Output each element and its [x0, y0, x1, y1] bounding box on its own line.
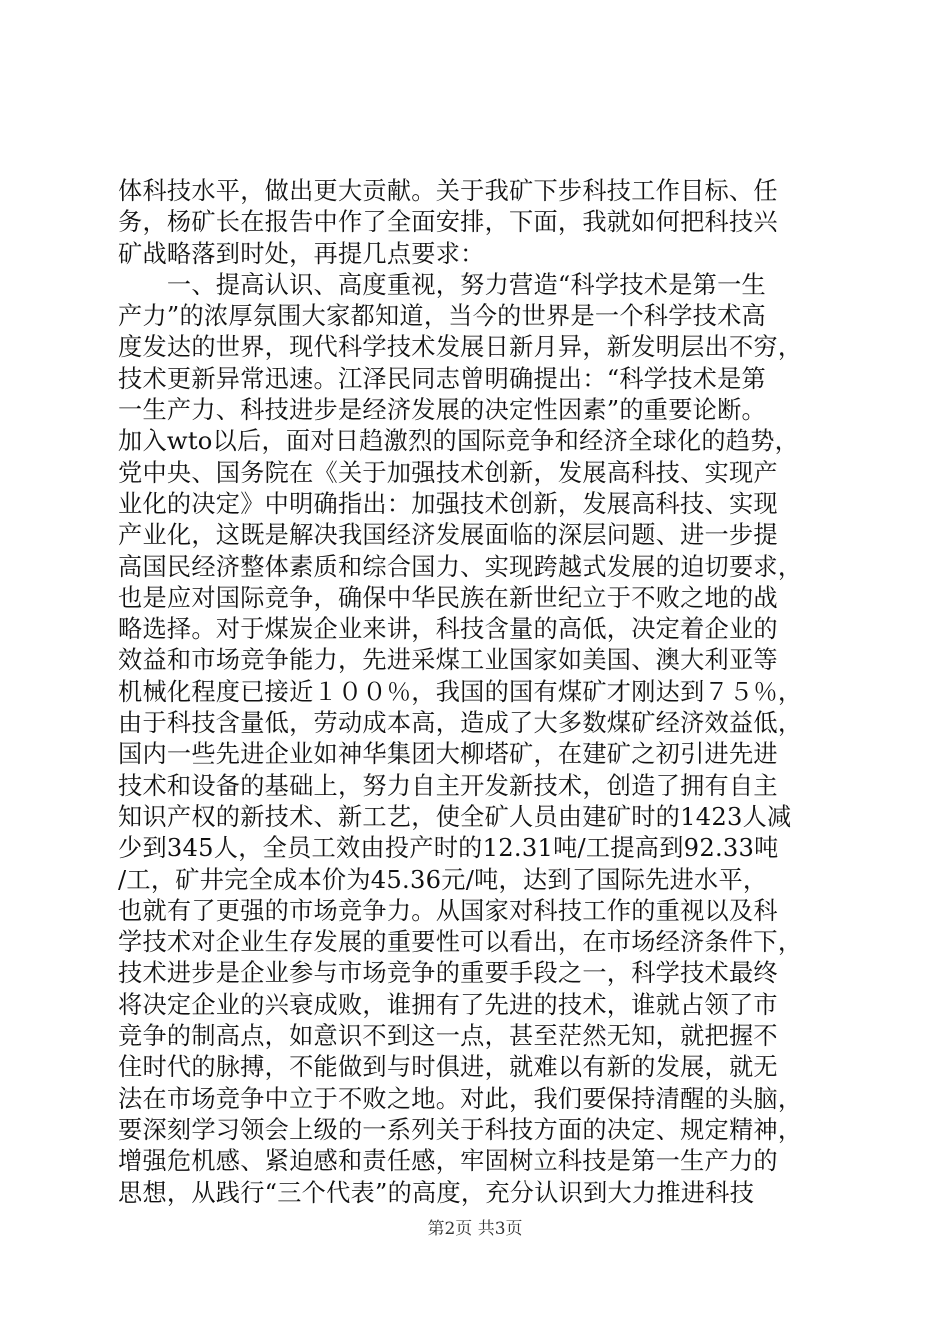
text-line: 高国民经济整体素质和综合国力、实现跨越式发展的迫切要求， — [118, 552, 803, 581]
text-line: 矿战略落到时处，再提几点要求： — [118, 239, 485, 268]
text-line: 体科技水平，做出更大贡献。关于我矿下步科技工作目标、任 — [118, 177, 778, 205]
text-line: 也是应对国际竞争，确保中华民族在新世纪立于不败之地的战 — [118, 583, 778, 612]
text-line: 竞争的制高点，如意识不到这一点，甚至茫然无知，就把握不 — [118, 1022, 778, 1051]
text-line: 产业化，这既是解决我国经济发展面临的深层问题、进一步提 — [118, 521, 778, 550]
text-line: 住时代的脉搏，不能做到与时俱进，就难以有新的发展，就无 — [118, 1053, 778, 1082]
body-text — [118, 176, 830, 1209]
text-line: 业化的决定》中明确指出：加强技术创新，发展高科技、实现 — [118, 489, 778, 518]
text-line: 一生产力、科技进步是经济发展的决定性因素”的重要论断。 — [118, 396, 766, 425]
text-line: 技术和设备的基础上，努力自主开发新技术，创造了拥有自主 — [118, 771, 778, 800]
text-line: 国内一些先进企业如神华集团大柳塔矿，在建矿之初引进先进 — [118, 740, 778, 769]
text-line: 加入wto以后，面对日趋激烈的国际竞争和经济全球化的趋势， — [118, 427, 800, 456]
text-line: 学技术对企业生存发展的重要性可以看出，在市场经济条件下， — [118, 928, 803, 957]
text-line: 技术进步是企业参与市场竞争的重要手段之一，科学技术最终 — [118, 959, 778, 988]
text-line: 将决定企业的兴衰成败，谁拥有了先进的技术，谁就占领了市 — [118, 990, 778, 1019]
text-line: 产力”的浓厚氛围大家都知道，当今的世界是一个科学技术高 — [118, 302, 766, 331]
text-line: 由于科技含量低，劳动成本高，造成了大多数煤矿经济效益低， — [118, 709, 803, 738]
text-line: 思想，从践行“三个代表”的高度，充分认识到大力推进科技 — [118, 1178, 755, 1207]
text-line: 要深刻学习领会上级的一系列关于科技方面的决定、规定精神， — [118, 1115, 803, 1144]
text-line: 机械化程度已接近１００％，我国的国有煤矿才刚达到７５％， — [118, 677, 803, 706]
text-line: 也就有了更强的市场竞争力。从国家对科技工作的重视以及科 — [118, 896, 778, 925]
page-footer: 第2页 共3页 — [427, 1219, 523, 1239]
text-line: 知识产权的新技术、新工艺，使全矿人员由建矿时的1423人减 — [118, 802, 792, 831]
text-line: /工，矿井完全成本价为45.36元/吨，达到了国际先进水平， — [118, 865, 768, 894]
text-line: 增强危机感、紧迫感和责任感，牢固树立科技是第一生产力的 — [118, 1147, 778, 1176]
text-line: 略选择。对于煤炭企业来讲，科技含量的高低，决定着企业的 — [118, 615, 778, 644]
text-line: 一、提高认识、高度重视，努力营造“科学技术是第一生 — [118, 270, 766, 299]
text-line: 度发达的世界，现代科学技术发展日新月异，新发明层出不穷， — [118, 333, 803, 362]
text-line: 效益和市场竞争能力，先进采煤工业国家如美国、澳大利亚等 — [118, 646, 778, 675]
text-line: 技术更新异常迅速。江泽民同志曾明确提出：“科学技术是第 — [118, 364, 766, 393]
text-line: 法在市场竞争中立于不败之地。对此，我们要保持清醒的头脑， — [118, 1084, 803, 1113]
text-line: 务，杨矿长在报告中作了全面安排，下面，我就如何把科技兴 — [118, 208, 778, 237]
text-line: 党中央、国务院在《关于加强技术创新，发展高科技、实现产 — [118, 458, 778, 487]
text-line: 少到345人，全员工效由投产时的12.31吨/工提高到92.33吨 — [118, 834, 779, 863]
